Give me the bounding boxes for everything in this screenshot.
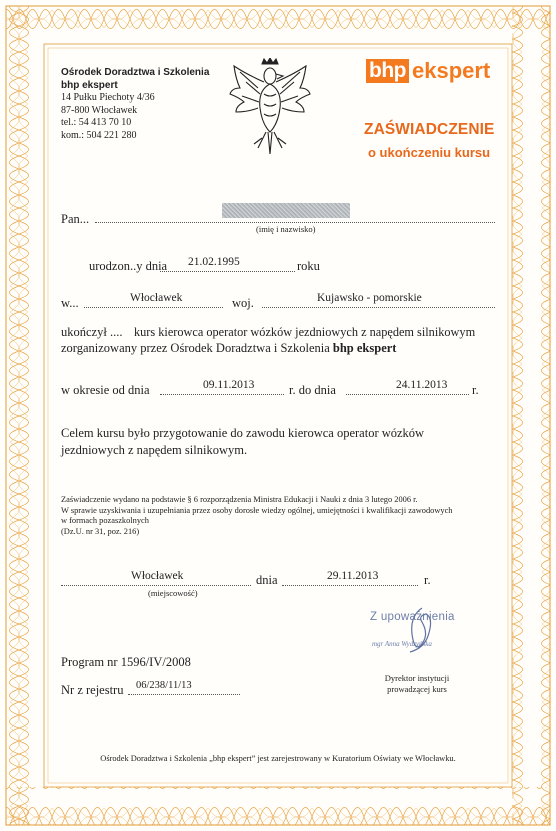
- voiv-label: woj.: [232, 296, 254, 310]
- issuer-city: 87-800 Włocławek: [61, 104, 138, 116]
- issue-place-caption: (miejscowość): [148, 588, 198, 598]
- year-suffix: roku: [297, 259, 320, 273]
- issue-date: 29.11.2013: [327, 570, 379, 582]
- period-mid: r. do dnia: [289, 383, 336, 397]
- director-line-1: Dyrektor instytucji: [384, 673, 450, 683]
- registry-value: 06/238/11/13: [136, 680, 192, 691]
- period-to: 24.11.2013: [396, 379, 448, 391]
- purpose-text: Celem kursu było przygotowanie do zawodu kierowca operator wózków jezdniowych z napędem silnikowym.: [61, 426, 425, 457]
- logo-box: bhp: [366, 59, 409, 83]
- issue-suffix: r.: [424, 573, 431, 587]
- issue-place-dots: [61, 585, 251, 586]
- place-dots: [84, 307, 223, 308]
- born-label: urodzon..y dnia: [89, 259, 168, 273]
- legal-basis: [61, 495, 453, 537]
- director-caption: [372, 673, 462, 695]
- to-dots: [346, 394, 469, 395]
- born-dots: [160, 271, 295, 272]
- organized-line: [61, 341, 396, 356]
- legal-line-2: W sprawie uzyskiwania i uzupełniania przez osoby dorosłe wiedzy ogólnej, umiejętności i kwalifikacji zawodowych: [61, 505, 453, 515]
- issuer-mobile: kom.: 504 221 280: [61, 129, 137, 141]
- issue-day-label: dnia: [256, 573, 278, 587]
- bhp-ekspert-logo: [366, 59, 490, 83]
- footer-note: Ośrodek Doradztwa i Szkolenia „bhp ekspert” jest zarejestrowany w Kuratorium Oświaty we Włocławku.: [100, 754, 456, 763]
- period-suffix: r.: [472, 383, 479, 397]
- program-number: Program nr 1596/IV/2008: [61, 655, 191, 669]
- signature-icon: [400, 606, 440, 656]
- registry-label: Nr z rejestru: [61, 683, 124, 697]
- legal-line-1: Zaświadczenie wydano na podstawie § 6 rozporządzenia Ministra Edukacji i Nauki z dnia 3 lutego 2006 r.: [61, 495, 418, 504]
- course-name: kurs kierowca operator wózków jezdniowych z napędem silnikowym: [134, 325, 476, 339]
- redacted-name: [222, 203, 350, 218]
- issuer-block: [61, 67, 209, 143]
- certificate-title: ZAŚWIADCZENIE: [364, 121, 495, 138]
- organized-by: zorganizowany przez Ośrodek Doradztwa i Szkolenia: [61, 341, 330, 355]
- legal-line-3: w formach pozaszkolnych: [61, 516, 149, 526]
- registry-dots: [128, 694, 240, 695]
- stamp-line-2: mgr Anna Wydzyńska: [372, 640, 432, 648]
- place-label: w...: [61, 296, 79, 310]
- period-label: w okresie od dnia: [61, 383, 150, 397]
- name-caption: (imię i nazwisko): [256, 224, 316, 234]
- issuer-street: 14 Pułku Piechoty 4/36: [61, 92, 155, 104]
- period-from: 09.11.2013: [203, 379, 255, 391]
- legal-line-4: (Dz.U. nr 31, poz. 216): [61, 526, 140, 536]
- voiv-dots: [262, 307, 495, 308]
- name-dots: [95, 222, 495, 223]
- from-dots: [160, 394, 284, 395]
- issue-date-dots: [282, 585, 418, 586]
- eagle-emblem-icon: [228, 58, 312, 154]
- birth-place: Włocławek: [130, 292, 183, 304]
- certificate-subtitle: o ukończeniu kursu: [368, 145, 491, 160]
- issue-place: Włocławek: [131, 570, 184, 582]
- completed-prefix: ukończył ....: [61, 325, 123, 339]
- organized-brand: bhp ekspert: [332, 341, 397, 355]
- voivodeship: Kujawsko - pomorskie: [317, 292, 422, 304]
- born-date: 21.02.1995: [188, 256, 240, 268]
- director-line-2: prowadzącej kurs: [387, 684, 447, 694]
- logo-text: ekspert: [411, 58, 491, 83]
- pan-label: Pan...: [61, 212, 90, 226]
- stamp-line-1: Z upoważnienia: [370, 611, 455, 623]
- issuer-phone: tel.: 54 413 70 10: [61, 117, 132, 129]
- issuer-brand: bhp ekspert: [61, 79, 118, 91]
- issuer-name: Ośrodek Doradztwa i Szkolenia: [61, 67, 210, 78]
